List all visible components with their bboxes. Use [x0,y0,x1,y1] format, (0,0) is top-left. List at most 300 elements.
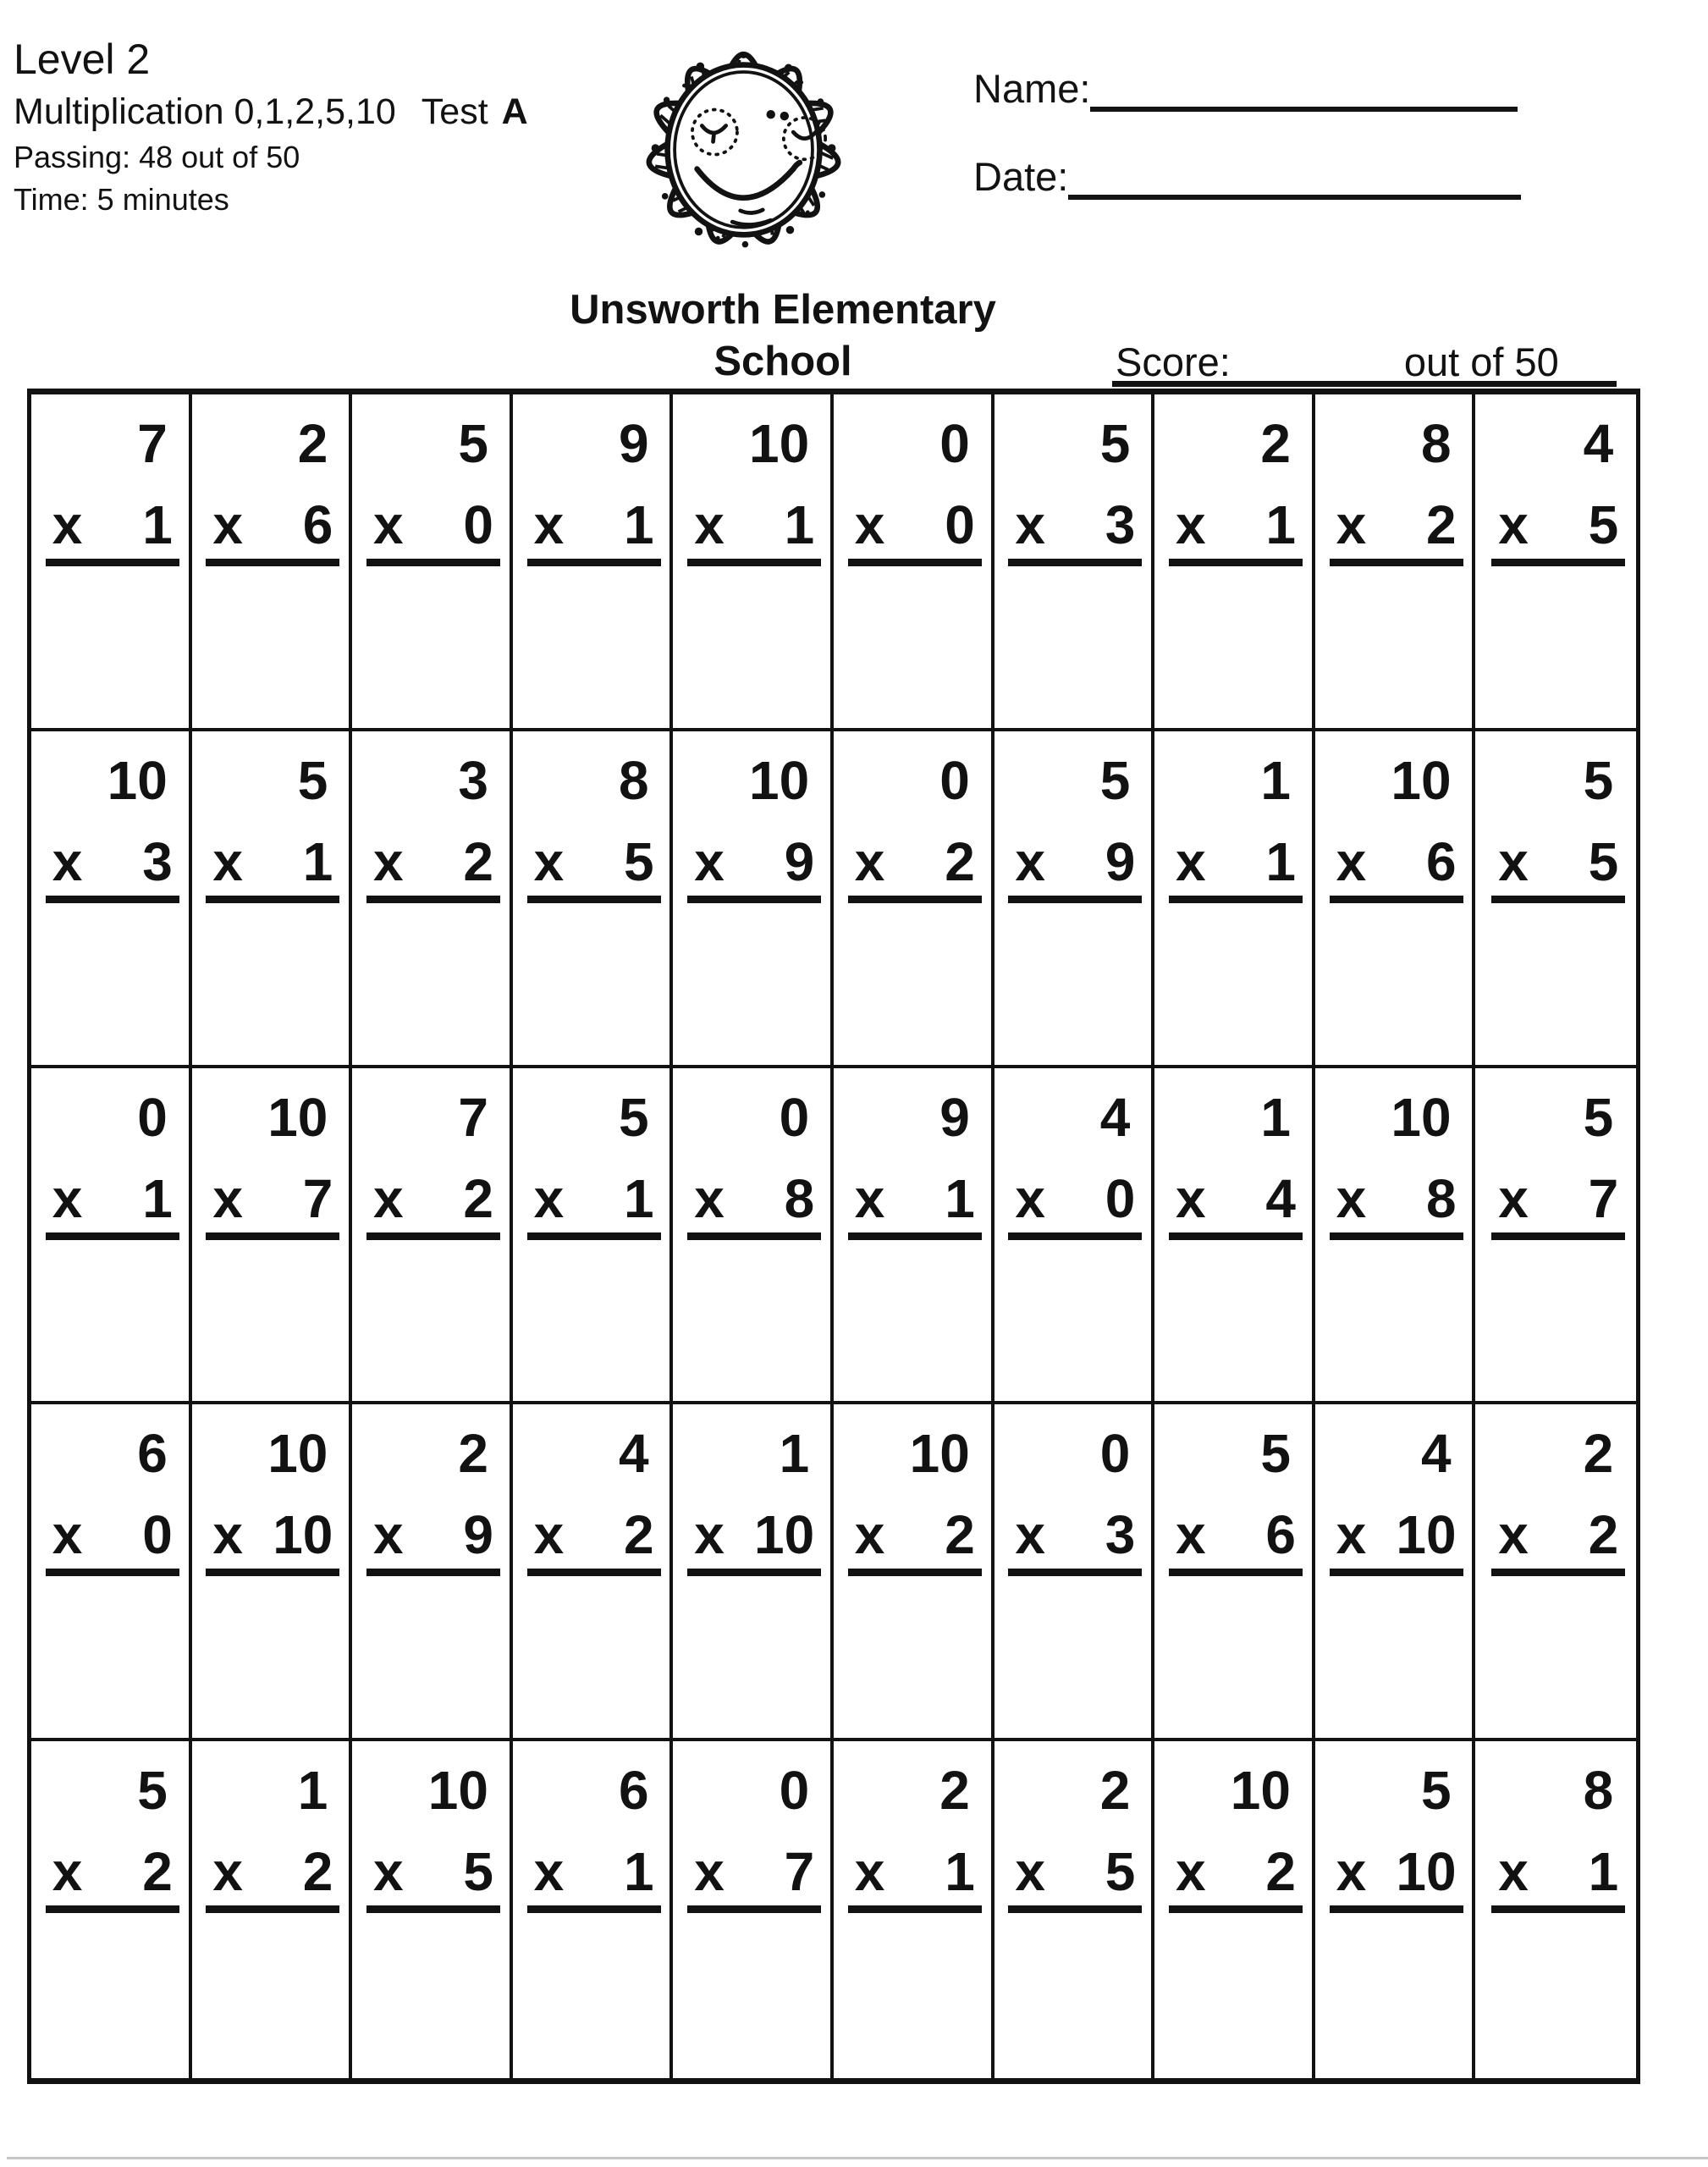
answer-space[interactable] [1315,1586,1473,1738]
multiplier-row [687,830,821,903]
score-row [1116,339,1559,385]
answer-space[interactable] [1154,1923,1312,2078]
times-sign: x [533,1167,565,1229]
problem [527,413,661,566]
multiplier: 3 [1105,1504,1136,1566]
multiplier-row [848,494,982,566]
multiplier: 5 [624,830,654,892]
multiplier: 5 [1105,1841,1136,1903]
answer-space[interactable] [513,1586,670,1738]
answer-space[interactable] [1154,1250,1312,1402]
problem [687,1760,821,1913]
multiplicand: 10 [1391,749,1452,811]
problem [1330,1760,1463,1913]
times-sign: x [694,1504,725,1566]
multiplicand: 5 [137,1760,168,1822]
multiplicand: 10 [909,1423,970,1485]
problem-cell [513,731,674,1068]
multiplier-row [848,830,982,903]
problem [1169,1086,1303,1240]
multiplicand: 5 [1583,1086,1614,1148]
multiplier-row [206,830,339,903]
answer-space[interactable] [994,1250,1152,1402]
multiplier-row [687,1167,821,1240]
multiplier-row [527,494,661,566]
problem [848,1423,982,1576]
problem [687,749,821,903]
multiplier: 1 [1265,830,1296,892]
multiplicand: 0 [1099,1423,1131,1485]
problem [527,1760,661,1913]
multiplier: 2 [1265,1841,1296,1903]
answer-space[interactable] [513,576,670,728]
multiplier: 1 [945,1167,975,1229]
answer-space[interactable] [834,1250,991,1402]
multiplicand: 5 [1583,749,1614,811]
answer-space[interactable] [1315,1250,1473,1402]
problem [1491,749,1625,903]
problem-cell [994,731,1155,1068]
multiplier: 6 [1265,1504,1296,1566]
multiplicand: 0 [779,1760,810,1822]
multiplier-row [1169,1841,1303,1913]
problem-cell [192,1741,353,2078]
score-blank-line[interactable] [1112,381,1617,387]
problem [1169,413,1303,566]
multiplicand: 8 [619,749,649,811]
problem [366,1760,500,1913]
times-sign: x [533,1841,565,1903]
answer-space[interactable] [513,1923,670,2078]
answer-space[interactable] [994,1586,1152,1738]
problem [1491,1086,1625,1240]
problem [848,1086,982,1240]
answer-space[interactable] [192,1923,350,2078]
answer-space[interactable] [31,1923,189,2078]
times-sign: x [212,1504,243,1566]
problem [1491,1760,1625,1913]
multiplier-row [848,1504,982,1576]
problem [46,1760,179,1913]
problem-cell [1315,1068,1476,1405]
multiplicand: 10 [267,1086,328,1148]
multiplicand: 1 [1260,1086,1291,1148]
answer-space[interactable] [31,1250,189,1402]
answer-space[interactable] [31,913,189,1065]
times-sign: x [1015,494,1045,555]
problem-cell [31,1741,192,2078]
times-sign: x [1336,830,1367,892]
multiplier: 1 [784,494,815,555]
answer-space[interactable] [1475,1923,1636,2078]
problem-cell [1315,394,1476,731]
problem-cell [513,394,674,731]
multiplicand: 2 [297,413,328,474]
multiplier: 7 [1588,1167,1619,1229]
answer-space[interactable] [1475,913,1636,1065]
times-sign: x [212,494,243,555]
problem [366,1423,500,1576]
answer-space[interactable] [1154,1586,1312,1738]
answer-space[interactable] [192,1250,350,1402]
times-sign: x [372,494,404,555]
multiplicand: 1 [779,1423,810,1485]
multiplicand: 8 [1583,1760,1614,1822]
problem [1330,1423,1463,1576]
answer-space[interactable] [352,1586,510,1738]
multiplier: 10 [273,1504,333,1566]
multiplicand: 7 [458,1086,488,1148]
answer-space[interactable] [192,1586,350,1738]
multiplier: 7 [302,1167,333,1229]
answer-space[interactable] [673,1586,830,1738]
multiplicand: 1 [297,1760,328,1822]
multiplicand: 9 [939,1086,970,1148]
multiplier-row [1330,494,1463,566]
multiplier: 5 [463,1841,493,1903]
multiplier: 2 [142,1841,173,1903]
problem [46,1086,179,1240]
times-sign: x [1498,494,1529,555]
school-line1: Unsworth Elementary [570,287,996,333]
multiplicand: 5 [297,749,328,811]
answer-space[interactable] [673,1250,830,1402]
times-sign: x [694,494,725,555]
answer-space[interactable] [994,913,1152,1065]
multiplicand: 5 [1421,1760,1452,1822]
multiplier: 1 [1265,494,1296,555]
name-line[interactable] [1090,39,1518,112]
problem-cell [192,1404,353,1741]
multiplicand: 5 [458,413,488,474]
times-sign: x [533,494,565,555]
multiplier: 9 [1105,830,1136,892]
problem-cell [31,1404,192,1741]
date-line[interactable] [1068,127,1521,200]
problem [366,1086,500,1240]
multiplier-row [1008,1167,1142,1240]
multiplier: 0 [945,494,975,555]
multiplicand: 4 [1421,1423,1452,1485]
multiplier-row [206,1167,339,1240]
multiplier-row [1330,1167,1463,1240]
answer-space[interactable] [1154,913,1312,1065]
times-sign: x [52,830,83,892]
multiplier-row [1330,1504,1463,1576]
problem-cell [673,1404,834,1741]
problem [366,749,500,903]
times-sign: x [533,1504,565,1566]
multiplicand: 8 [1421,413,1452,474]
multiplier: 6 [1426,830,1457,892]
smiling-sun-icon [620,12,868,284]
problem-cell [352,731,513,1068]
times-sign: x [212,830,243,892]
answer-space[interactable] [834,913,991,1065]
multiplier-row [1008,1841,1142,1913]
answer-space[interactable] [994,1923,1152,2078]
answer-space[interactable] [1475,576,1636,728]
multiplier-row [206,1841,339,1913]
problem [1169,1423,1303,1576]
problem-cell [673,394,834,731]
subtitle-line [14,87,528,136]
multiplier: 6 [302,494,333,555]
multiplicand: 10 [1230,1760,1291,1822]
multiplier-row [1491,1167,1625,1240]
multiplier-row [527,830,661,903]
problem-cell [994,1068,1155,1405]
answer-space[interactable] [673,913,830,1065]
times-sign: x [212,1167,243,1229]
problem-cell [513,1404,674,1741]
problem [527,749,661,903]
multiplicand: 10 [267,1423,328,1485]
problem-cell [673,731,834,1068]
times-sign: x [694,1841,725,1903]
multiplier-row [366,1841,500,1913]
problem-cell [513,1068,674,1405]
answer-space[interactable] [31,576,189,728]
problem-cell [31,731,192,1068]
multiplier: 4 [1265,1167,1296,1229]
multiplier: 1 [624,1841,654,1903]
times-sign: x [52,1167,83,1229]
multiplier-row [687,1841,821,1913]
problem [1330,1086,1463,1240]
problem-cell [834,1404,994,1741]
answer-space[interactable] [1475,1586,1636,1738]
multiplier-row [1330,1841,1463,1913]
answer-space[interactable] [994,576,1152,728]
multiplicand: 2 [1099,1760,1131,1822]
problem-cell [994,1404,1155,1741]
answer-space[interactable] [1154,576,1312,728]
answer-space[interactable] [513,1250,670,1402]
problem-cell [1154,1068,1315,1405]
multiplier: 2 [463,1167,493,1229]
answer-space[interactable] [1315,576,1473,728]
times-sign: x [372,1167,404,1229]
answer-space[interactable] [673,1923,830,2078]
problem-cell [1154,394,1315,731]
problem [848,1760,982,1913]
multiplier: 5 [1588,494,1619,555]
multiplier: 2 [463,830,493,892]
problem-cell [1315,731,1476,1068]
multiplier-row [527,1504,661,1576]
test-label: Test [421,91,488,132]
answer-space[interactable] [352,1250,510,1402]
problem-cell [31,1068,192,1405]
times-sign: x [1015,1841,1045,1903]
multiplier: 2 [945,830,975,892]
problem [687,413,821,566]
multiplier-row [46,830,179,903]
problem [1008,749,1142,903]
score-suffix: out of 50 [1403,339,1559,384]
times-sign: x [372,830,404,892]
answer-space[interactable] [192,576,350,728]
times-sign: x [854,1504,885,1566]
times-sign: x [533,830,565,892]
problem-cell [192,1068,353,1405]
multiplicand: 6 [137,1423,168,1485]
date-row [973,132,1549,200]
answer-space[interactable] [1315,913,1473,1065]
answer-space[interactable] [352,1923,510,2078]
name-row [973,44,1549,112]
multiplicand: 10 [427,1760,488,1822]
times-sign: x [694,830,725,892]
multiplicand: 9 [619,413,649,474]
problem-cell [352,394,513,731]
multiplicand: 10 [1391,1086,1452,1148]
multiplicand: 0 [939,749,970,811]
problem-cell [352,1404,513,1741]
times-sign: x [1498,830,1529,892]
answer-space[interactable] [31,1586,189,1738]
multiplier-row [1169,1167,1303,1240]
problem [366,413,500,566]
multiplier: 0 [1105,1167,1136,1229]
school-title [525,284,1041,389]
problem [206,749,339,903]
multiplier: 2 [624,1504,654,1566]
multiplier: 2 [302,1841,333,1903]
problem [206,1086,339,1240]
multiplier: 9 [463,1504,493,1566]
problem [1330,413,1463,566]
multiplier-row [1491,1841,1625,1913]
multiplier-row [1330,830,1463,903]
level-title: Level 2 [14,36,151,83]
multiplier: 1 [302,830,333,892]
multiplier: 1 [945,1841,975,1903]
problem-cell [1475,1741,1636,2078]
multiplier-row [527,1167,661,1240]
multiplicand: 4 [619,1423,649,1485]
times-sign: x [212,1841,243,1903]
problem [687,1423,821,1576]
problem-cell [1475,1068,1636,1405]
multiplicand: 2 [1583,1423,1614,1485]
multiplier: 1 [624,494,654,555]
answer-space[interactable] [192,913,350,1065]
problem-cell [834,731,994,1068]
times-sign: x [372,1841,404,1903]
problem [46,1423,179,1576]
multiplicand: 10 [107,749,168,811]
problem [1169,1760,1303,1913]
problem-cell [192,394,353,731]
multiplier: 3 [142,830,173,892]
multiplier-row [206,1504,339,1576]
multiplier: 0 [463,494,493,555]
multiplier-row [46,494,179,566]
name-label: Name: [973,66,1091,111]
problem-cell [513,1741,674,2078]
multiplicand: 5 [1099,749,1131,811]
answer-space[interactable] [352,913,510,1065]
problem-cell [352,1068,513,1405]
multiplier: 5 [1588,830,1619,892]
times-sign: x [1336,1504,1367,1566]
multiplier: 2 [1426,494,1457,555]
answer-space[interactable] [513,913,670,1065]
problem [527,1086,661,1240]
times-sign: x [1498,1841,1529,1903]
multiplicand: 0 [779,1086,810,1148]
multiplicand: 0 [939,413,970,474]
times-sign: x [1336,494,1367,555]
times-sign: x [1498,1167,1529,1229]
problem-cell [1315,1404,1476,1741]
multiplier: 2 [945,1504,975,1566]
answer-space[interactable] [352,576,510,728]
problem [1169,749,1303,903]
multiplicand: 4 [1099,1086,1131,1148]
problem [1491,413,1625,566]
problem-cell [31,394,192,731]
times-sign: x [854,494,885,555]
multiplier-row [1169,494,1303,566]
problem-cell [1154,731,1315,1068]
problem [206,413,339,566]
school-line2: School [714,339,852,385]
times-sign: x [1336,1841,1367,1903]
multiplier-row [1008,830,1142,903]
answer-space[interactable] [1475,1250,1636,1402]
multiplier-row [848,1841,982,1913]
answer-space[interactable] [834,576,991,728]
problem-cell [352,1741,513,2078]
multiplier: 7 [784,1841,815,1903]
multiplier-row [46,1841,179,1913]
problem [206,1760,339,1913]
date-label: Date: [973,154,1069,199]
multiplicand: 2 [1260,413,1291,474]
answer-space[interactable] [1315,1923,1473,2078]
multiplier-row [366,1504,500,1576]
answer-space[interactable] [834,1923,991,2078]
problem-cell [834,1068,994,1405]
answer-space[interactable] [673,576,830,728]
times-sign: x [1015,830,1045,892]
times-sign: x [1175,494,1206,555]
times-sign: x [52,494,83,555]
times-sign: x [854,1167,885,1229]
multiplicand: 5 [1260,1423,1291,1485]
problem-cell [1315,1741,1476,2078]
times-sign: x [854,1841,885,1903]
multiplicand: 2 [458,1423,488,1485]
multiplier-row [1491,830,1625,903]
problem-cell [673,1741,834,2078]
answer-space[interactable] [834,1586,991,1738]
times-sign: x [854,830,885,892]
times-sign: x [1015,1167,1045,1229]
multiplier-row [687,1504,821,1576]
multiplier-row [1491,1504,1625,1576]
problem-cell [1154,1741,1315,2078]
times-sign: x [1015,1504,1045,1566]
problem [46,749,179,903]
multiplier-row [1169,830,1303,903]
times-sign: x [1175,1504,1206,1566]
problem [848,749,982,903]
multiplier-row [1008,494,1142,566]
